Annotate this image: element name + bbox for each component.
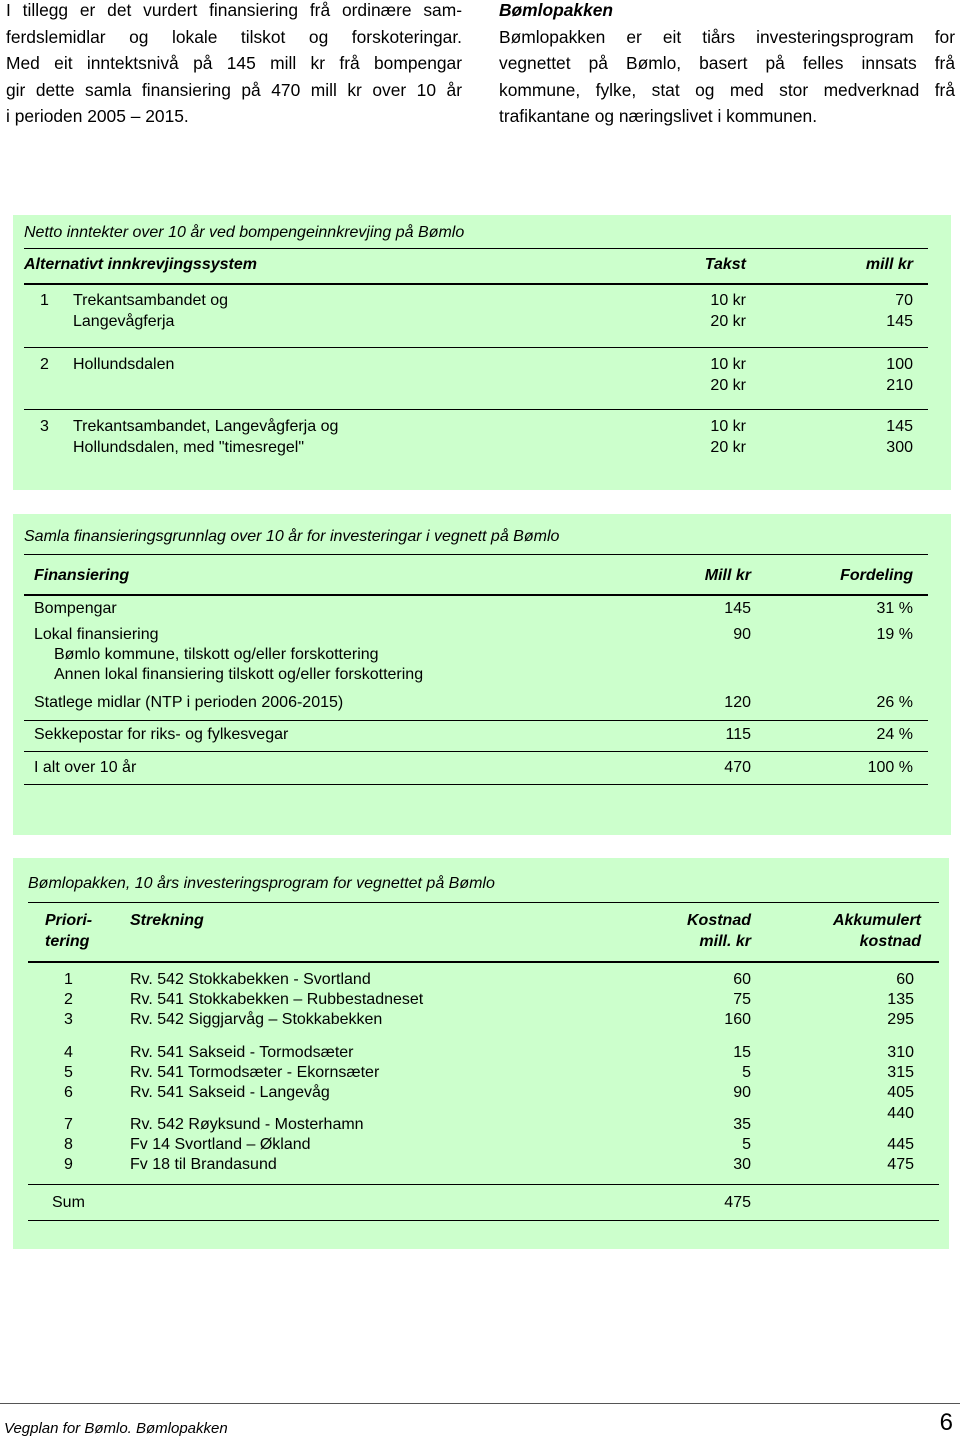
section-name: Rv. 541 Stokkabekken – Rubbestadneset	[130, 991, 424, 1008]
row-takst: 10 kr	[710, 292, 746, 309]
financing-share: 19 %	[876, 626, 913, 643]
divider	[24, 751, 928, 752]
column-header-priority: Priori-	[45, 912, 93, 929]
section-name: Rv. 542 Siggjarvåg – Stokkabekken	[130, 1011, 383, 1028]
row-mill: 300	[886, 439, 913, 456]
investment-program-table	[13, 858, 949, 1249]
section-name: Rv. 541 Sakseid - Tormodsæter	[130, 1044, 354, 1061]
intro-right-column	[499, 0, 955, 130]
column-header-mill: Mill kr	[704, 567, 751, 584]
section-accumulated: 60	[896, 971, 914, 988]
section-cost: 30	[733, 1156, 751, 1173]
sum-value: 475	[724, 1194, 751, 1211]
row-mill: 70	[895, 292, 913, 309]
priority-number: 3	[64, 1011, 73, 1028]
divider	[24, 784, 928, 785]
section-name: Rv. 541 Sakseid - Langevåg	[130, 1084, 330, 1101]
financing-total-mill: 470	[724, 759, 751, 776]
column-header-cost: mill. kr	[699, 933, 751, 950]
financing-sublabel: Bømlo kommune, tilskott og/eller forskottering	[54, 646, 379, 663]
column-header-section: Strekning	[130, 912, 204, 929]
table-caption: Samla finansieringsgrunnlag over 10 år for investeringar i vegnett på Bømlo	[24, 528, 560, 545]
column-header-cost: Kostnad	[687, 912, 751, 929]
priority-number: 2	[64, 991, 73, 1008]
financing-mill: 90	[733, 626, 751, 643]
financing-mill: 115	[725, 726, 751, 743]
financing-share: 24 %	[876, 726, 913, 743]
row-takst: 10 kr	[710, 418, 746, 435]
row-mill: 145	[886, 313, 913, 330]
row-system: Trekantsambandet, Langevågferja og	[73, 418, 339, 435]
section-accumulated: 135	[887, 991, 914, 1008]
toll-income-table	[13, 215, 951, 490]
financing-label: Statlege midlar (NTP i perioden 2006-2015)	[34, 694, 344, 711]
row-takst: 10 kr	[710, 356, 746, 373]
column-header-mill: mill kr	[865, 256, 913, 273]
row-mill: 100	[886, 356, 913, 373]
section-cost: 5	[742, 1064, 751, 1081]
section-accumulated: 475	[887, 1156, 914, 1173]
priority-number: 9	[64, 1156, 73, 1173]
footer-divider	[0, 1403, 960, 1404]
intro-right-line: kommune, fylke, stat og med stor medverknad frå	[499, 79, 955, 100]
divider	[24, 283, 928, 285]
sum-label: Sum	[52, 1194, 85, 1211]
column-header-financing: Finansiering	[34, 567, 130, 584]
divider	[28, 961, 939, 963]
financing-share: 31 %	[876, 600, 913, 617]
table-caption: Netto inntekter over 10 år ved bompengeinnkrevjing på Bømlo	[24, 224, 465, 241]
section-accumulated: 315	[887, 1064, 914, 1081]
row-number: 1	[40, 292, 49, 309]
divider	[24, 720, 928, 721]
financing-table	[13, 514, 951, 835]
financing-total-share: 100 %	[867, 759, 913, 776]
section-cost: 5	[742, 1136, 751, 1153]
page-number: 6	[939, 1409, 953, 1436]
column-header-takst: Takst	[704, 256, 746, 273]
priority-number: 4	[64, 1044, 73, 1061]
section-cost: 15	[733, 1044, 751, 1061]
section-cost: 90	[733, 1084, 751, 1101]
section-cost: 35	[733, 1116, 751, 1133]
row-system: Trekantsambandet og	[73, 292, 229, 309]
section-cost: 75	[733, 991, 751, 1008]
intro-left-line: Med eit inntektsnivå på 145 mill kr frå bompengar	[6, 53, 462, 74]
divider	[24, 347, 928, 348]
intro-right-line: Bømlopakken er eit tiårs investeringsprogram for	[499, 26, 955, 47]
intro-left-line: gir dette samla finansiering på 470 mill kr over 10 år	[6, 79, 462, 100]
row-mill: 210	[886, 377, 913, 394]
financing-mill: 120	[724, 694, 751, 711]
column-header-priority: tering	[45, 933, 90, 950]
section-cost: 60	[733, 971, 751, 988]
intro-left-line: ferdslemidlar og lokale tilskot og forskoteringar.	[6, 26, 462, 47]
priority-number: 7	[64, 1116, 73, 1133]
footer-title: Vegplan for Bømlo. Bømlopakken	[4, 1420, 228, 1437]
intro-left-line: i perioden 2005 – 2015.	[6, 106, 189, 127]
section-name: Rv. 541 Tormodsæter - Ekornsæter	[130, 1064, 380, 1081]
section-name: Rv. 542 Stokkabekken - Svortland	[130, 971, 371, 988]
divider	[24, 554, 928, 555]
row-number: 2	[40, 356, 49, 373]
section-cost: 160	[724, 1011, 751, 1028]
financing-label: Sekkepostar for riks- og fylkesvegar	[34, 726, 289, 743]
section-name: Fv 14 Svortland – Økland	[130, 1136, 311, 1153]
row-system: Hollundsdalen, med "timesregel"	[73, 439, 305, 456]
intro-right-line: vegnettet på Bømlo, basert på felles innsats frå	[499, 53, 955, 74]
divider	[28, 902, 939, 903]
intro-left-column	[6, 0, 462, 130]
divider	[24, 594, 928, 596]
row-mill: 145	[886, 418, 913, 435]
section-heading: Bømlopakken	[499, 0, 614, 20]
section-accumulated: 440	[887, 1105, 914, 1122]
table-caption: Bømlopakken, 10 års investeringsprogram for vegnettet på Bømlo	[28, 875, 495, 892]
divider	[24, 248, 928, 249]
row-number: 3	[40, 418, 49, 435]
financing-share: 26 %	[876, 694, 913, 711]
column-header-system: Alternativt innkrevjingssystem	[24, 256, 257, 273]
intro-left-line: I tillegg er det vurdert finansiering frå ordinære sam-	[6, 0, 462, 20]
financing-total-label: I alt over 10 år	[34, 759, 137, 776]
priority-number: 1	[64, 971, 73, 988]
column-header-accumulated: Akkumulert	[832, 912, 921, 929]
section-accumulated: 405	[887, 1084, 914, 1101]
column-header-fordeling: Fordeling	[840, 567, 913, 584]
priority-number: 5	[64, 1064, 73, 1081]
section-accumulated: 310	[887, 1044, 914, 1061]
divider	[24, 409, 928, 410]
row-takst: 20 kr	[710, 313, 746, 330]
priority-number: 8	[64, 1136, 73, 1153]
section-accumulated: 445	[887, 1136, 914, 1153]
financing-label: Bompengar	[34, 600, 117, 617]
intro-right-line: trafikantane og næringslivet i kommunen.	[499, 106, 818, 127]
section-accumulated: 295	[887, 1011, 914, 1028]
row-system: Hollundsdalen	[73, 356, 175, 373]
row-takst: 20 kr	[710, 377, 746, 394]
column-header-accumulated: kostnad	[859, 933, 921, 950]
section-name: Rv. 542 Røyksund - Mosterhamn	[130, 1116, 364, 1133]
row-system: Langevågferja	[73, 313, 175, 330]
divider	[28, 1184, 939, 1185]
divider	[28, 1220, 939, 1221]
financing-label: Lokal finansiering	[34, 626, 159, 643]
financing-mill: 145	[724, 600, 751, 617]
row-takst: 20 kr	[710, 439, 746, 456]
priority-number: 6	[64, 1084, 73, 1101]
section-name: Fv 18 til Brandasund	[130, 1156, 277, 1173]
financing-sublabel: Annen lokal finansiering tilskott og/eller forskottering	[54, 666, 424, 683]
